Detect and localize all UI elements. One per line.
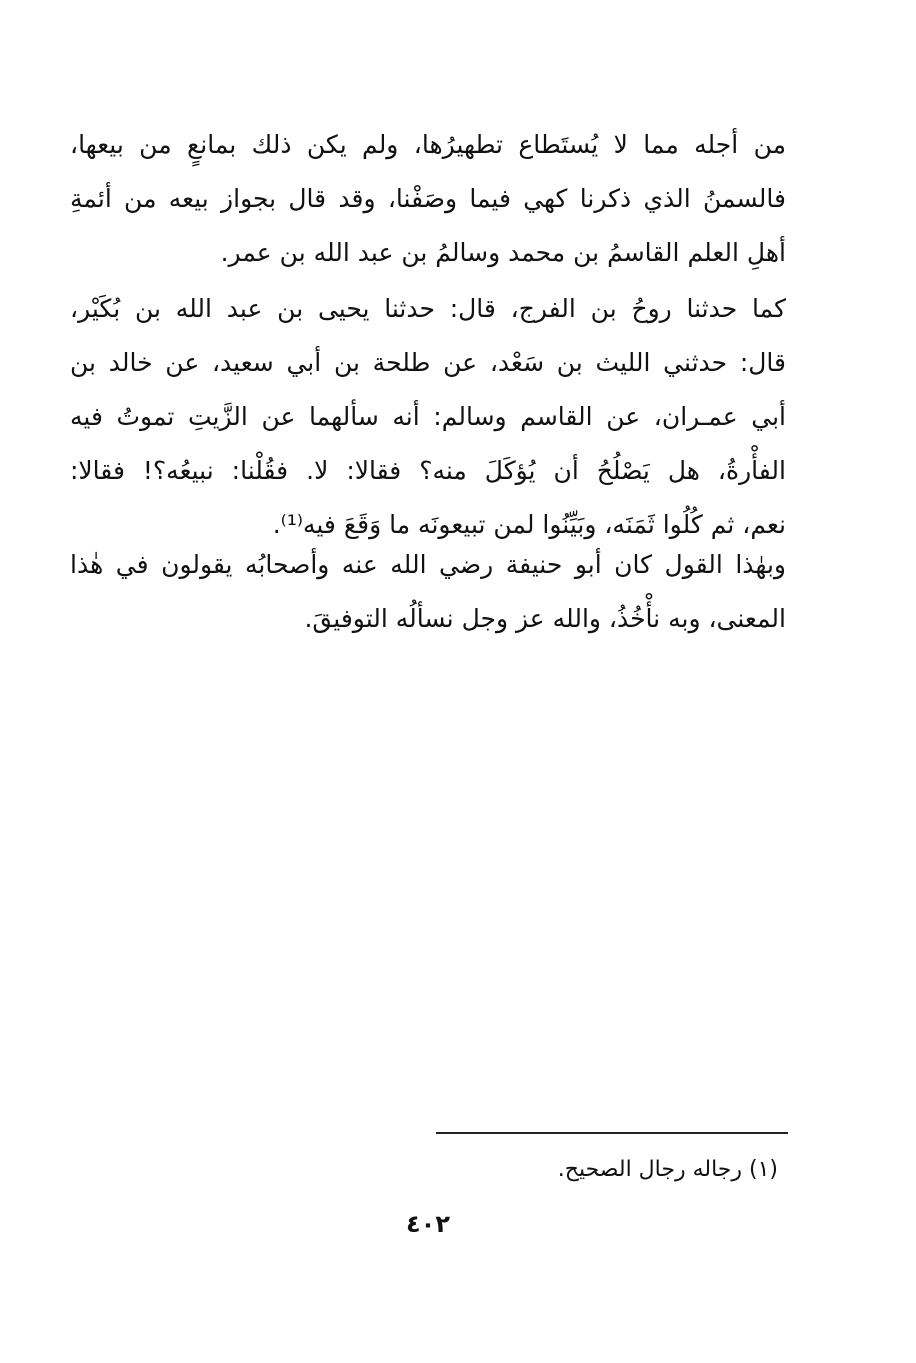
text-line: أبي عمـران، عن القاسم وسالم: أنه سألهما عن الزَّيتِ تموتُ فيه — [70, 402, 786, 431]
footnote: (١) رجاله رجال الصحيح. — [557, 1157, 778, 1182]
text-line: المعنى، وبه نأْخُذُ، والله عز وجل نسألُه التوفيقَ. — [304, 604, 786, 633]
page-number: ٤٠٢ — [406, 1210, 450, 1238]
text-line: أهلِ العلم القاسمُ بن محمد وسالمُ بن عبد الله بن عمر. — [220, 238, 786, 267]
paragraph-2 — [70, 282, 786, 552]
text-line: فالسمنُ الذي ذكرنا كهي فيما وصَفْنا، وقد قال بجواز بيعه من أئمةِ — [70, 184, 786, 213]
text-line: قال: حدثني الليث بن سَعْد، عن طلحة بن أبي سعيد، عن خالد بن — [70, 348, 786, 377]
paragraph-3 — [70, 538, 786, 646]
text-line: الفأْرةُ، هل يَصْلُحُ أن يُؤكَلَ منه؟ فقالا: لا. فقُلْنا: نبيعُه؟! فقالا: — [70, 456, 786, 485]
text-line: نعم، ثم كُلُوا ثَمَنَه، وبَيِّنُوا لمن تبيعونَه ما وَقَعَ فيه⁽¹⁾. — [272, 510, 786, 539]
paragraph-1 — [70, 118, 786, 280]
text-line: من أجله مما لا يُستَطاع تطهيرُها، ولم يكن ذلك بمانعٍ من بيعها، — [70, 130, 786, 159]
text-line: كما حدثنا روحُ بن الفرج، قال: حدثنا يحيى بن عبد الله بن بُكَيْر، — [70, 294, 786, 323]
footnote-divider — [436, 1132, 788, 1134]
text-line: وبهٰذا القول كان أبو حنيفة رضي الله عنه وأصحابُه يقولون في هٰذا — [70, 550, 786, 579]
